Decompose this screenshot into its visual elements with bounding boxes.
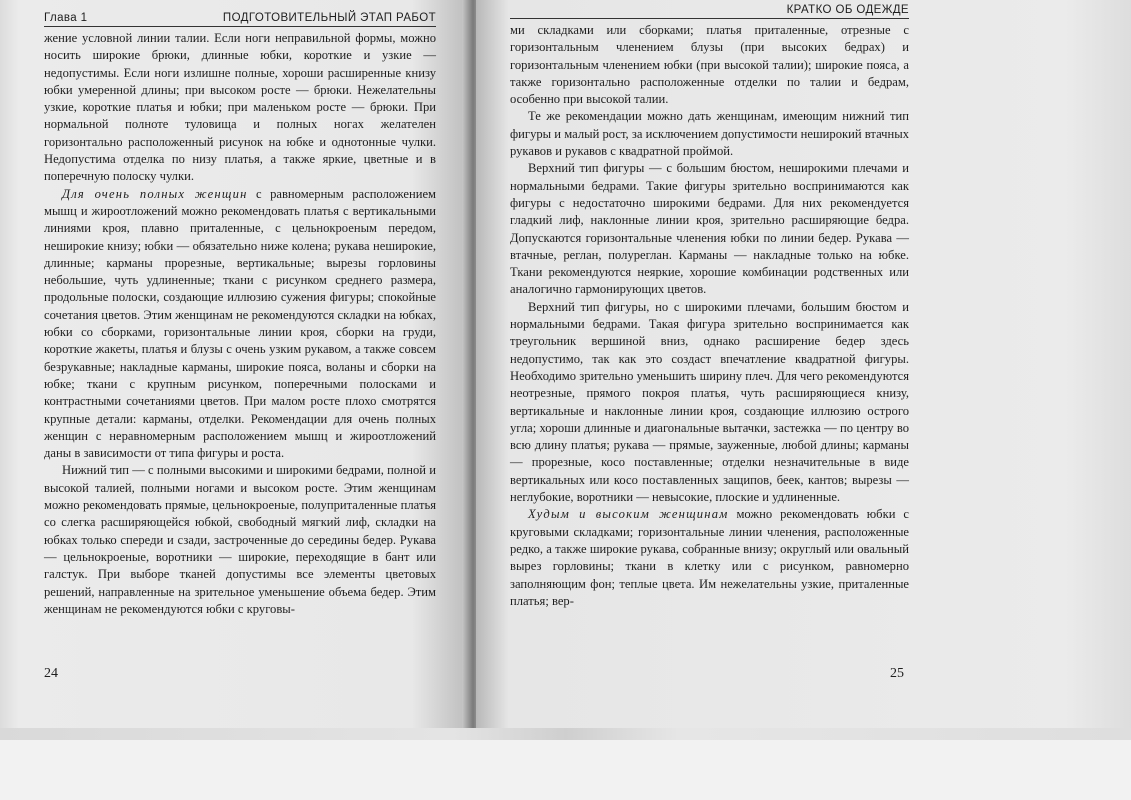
scanner-margin [0, 740, 1131, 800]
running-title: ПОДГОТОВИТЕЛЬНЫЙ ЭТАП РАБОТ [222, 12, 436, 24]
running-header [44, 12, 436, 27]
running-title: КРАТКО ОБ ОДЕЖДЕ [786, 4, 909, 16]
right-page [476, 0, 1131, 728]
lead-phrase: Для очень полных женщин [62, 186, 248, 201]
paragraph: Нижний тип — с полными высокими и широкими бедрами, полной и высокой талией, полными ногами и высоком росте. Этим женщинам можно рекомендовать прямые, цельнокроеные, полуприталенные платья со слегка расширяющейся юбкой, свободный мягкий лиф, складки на юбках только спереди и сзади, застроченные до середины бедер. Рукава — цельнокроеные, воротники — широкие, переходящие в бант или галстук. При выборе тканей допустимы все элементы цветовых решений, направленные на зрительное уменьшение объема бедер. Этим женщинам не рекомендуются юбки с круговы- [44, 463, 436, 616]
chapter-label: Глава 1 [44, 12, 88, 24]
paragraph: Верхний тип фигуры, но с широкими плечами, большим бюстом и нормальными бедрами. Такая фигура зрительно воспринимается как треугольник вершиной вниз, однако расширение бедер здесь недопустимо, так как это создаст впечатление квадратной фигуры. Необходимо зрительно уменьшить ширину плеч. Для чего рекомендуются неотрезные, прямого покроя платья, чуть расширяющиеся книзу, вертикальные и наклонные линии кроя, создающие иллюзию острого угла; хороши длинные и диагональные вытачки, застежка — по центру во всю длину платья; рукава — прямые, зауженные, любой длины; карманы — прорезные, косо поставленные; отделки незначительные в виде вертикальных или косо поставленных защипов, беек, кантов; вырезы — неглубокие, воротники — невысокие, плоские и удлиненные. [510, 299, 909, 505]
page-number: 24 [44, 666, 58, 681]
left-page [0, 0, 468, 728]
paragraph: Те же рекомендации можно дать женщинам, имеющим нижний тип фигуры и малый рост, за исключением допустимости неширокий втачных рукавов и рукавов с квадратной проймой. [510, 109, 909, 159]
running-header [510, 4, 909, 19]
page-body [510, 22, 909, 610]
paragraph: Худым и высоким женщинам можно рекомендовать юбки с круговыми складками; горизонтальные линии членения, расположенные редко, а также широкие рукава, собранные внизу; округлый или овальный вырез горловины; ткани в клетку или с рисунком, равномерно заполняющим фон; теплые цвета. Им нежелательны узкие, приталенные платья; вер- [510, 507, 909, 608]
paragraph: жение условной линии талии. Если ноги неправильной формы, можно носить широкие брюки, длинные юбки, короткие и узкие — недопустимы. Если ноги излишне полные, хороши расширенные книзу юбки умеренной длины; при высоком росте — брюки. Нежелательны узкие, короткие платья и юбки; при маленьком росте — брюки. При нормальной полноте туловища и полных ногах желателен горизонтально расположенный рисунок на юбке и однотонные чулки. Недопустима отделка по низу платья, а также яркие, цветные и в поперечную полоску чулки. [44, 31, 436, 184]
paragraph: ми складками или сборками; платья приталенные, отрезные с горизонтальным членением блузы (при высоких бедрах) и горизонтальным членением юбки (при высокой талии); широкие пояса, а также горизонтально расположенные отделки по талии и бедрам, особенно при высокой талии. [510, 23, 909, 107]
page-number: 25 [890, 666, 904, 681]
paragraph: Верхний тип фигуры — с большим бюстом, неширокими плечами и нормальными бедрами. Такие фигуры зрительно воспринимаются как фигуры с недостаточно широкими бедрами. Для них рекомендуется гладкий лиф, наклонные линии кроя, зрительно расширяющие бедра. Допускаются горизонтальные членения юбки по линии бедер. Рукава — втачные, реглан, полуреглан. Карманы — накладные только на юбке. Ткани рекомендуются неяркие, хорошие комбинации родственных или аналогично гармонирующих цветов. [510, 161, 909, 297]
paragraph: Для очень полных женщин с равномерным расположением мышц и жироотложений можно рекомендовать платья с вертикальными линиями кроя, плавно приталенные, с цельнокроеным передом, неширокие книзу; юбки — обязательно ниже колена; рукава неширокие, длинные; карманы прорезные, вертикальные; вырезы горловины небольшие, чуть удлиненные; ткани с рисунком среднего размера, продольные полоски, создающие иллюзию сужения фигуры; спокойные сочетания цветов. Этим женщинам не рекомендуются складки на юбках, юбки со сборками, горизонтальные линии кроя, сборки на груди, короткие жакеты, платья и блузы с очень узким рукавом, а также совсем безрукавные; накладные карманы, широкие пояса, воланы и сборки на юбке; ткани с крупным рисунком, поперечными полосками и контрастными сочетаниями цветов. При малом росте плохо смотрятся крупные детали: карманы, отделки. Рекомендации для очень полных женщин с неравномерным расположением мышц и жироотложений даны в зависимости от типа фигуры и роста. [44, 186, 436, 461]
page-body [44, 30, 436, 618]
lead-phrase: Худым и высоким женщинам [528, 507, 729, 522]
